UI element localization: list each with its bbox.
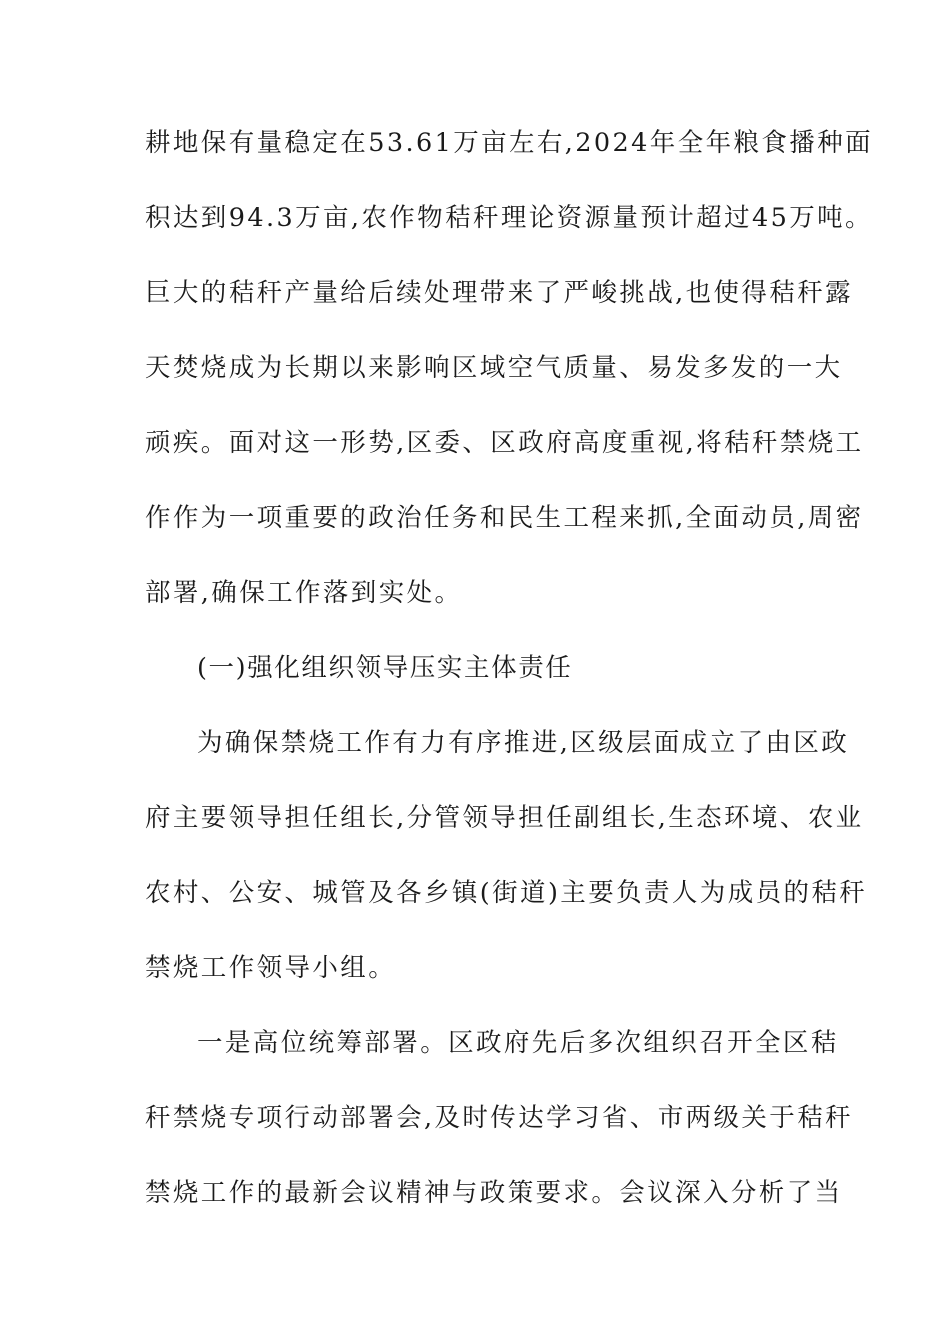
paragraph-line: 耕地保有量稳定在53.61万亩左右,2024年全年粮食播种面 [145, 128, 874, 158]
paragraph-line: 部署,确保工作落到实处。 [145, 578, 463, 608]
paragraph-line: 府主要领导担任组长,分管领导担任副组长,生态环境、农业 [145, 803, 864, 833]
paragraph-line: 巨大的秸秆产量给后续处理带来了严峻挑战,也使得秸秆露 [145, 278, 854, 308]
paragraph-line: 作作为一项重要的政治任务和民生工程来抓,全面动员,周密 [145, 503, 864, 533]
paragraph-line: 禁烧工作领导小组。 [145, 953, 397, 983]
paragraph-line: 一是高位统筹部署。区政府先后多次组织召开全区秸 [197, 1028, 839, 1058]
paragraph-line: 为确保禁烧工作有力有序推进,区级层面成立了由区政 [197, 728, 850, 758]
paragraph-line: 顽疾。面对这一形势,区委、区政府高度重视,将秸秆禁烧工 [145, 428, 864, 458]
paragraph-line: 秆禁烧专项行动部署会,及时传达学习省、市两级关于秸秆 [145, 1103, 854, 1133]
paragraph-line: 农村、公安、城管及各乡镇(街道)主要负责人为成员的秸秆 [145, 878, 868, 908]
paragraph-line: 积达到94.3万亩,农作物秸秆理论资源量预计超过45万吨。 [145, 203, 873, 233]
section-heading: (一)强化组织领导压实主体责任 [197, 653, 573, 683]
paragraph-line: 天焚烧成为长期以来影响区域空气质量、易发多发的一大 [145, 353, 843, 383]
document-body [145, 116, 874, 1241]
paragraph-line: 禁烧工作的最新会议精神与政策要求。会议深入分析了当 [145, 1178, 843, 1208]
